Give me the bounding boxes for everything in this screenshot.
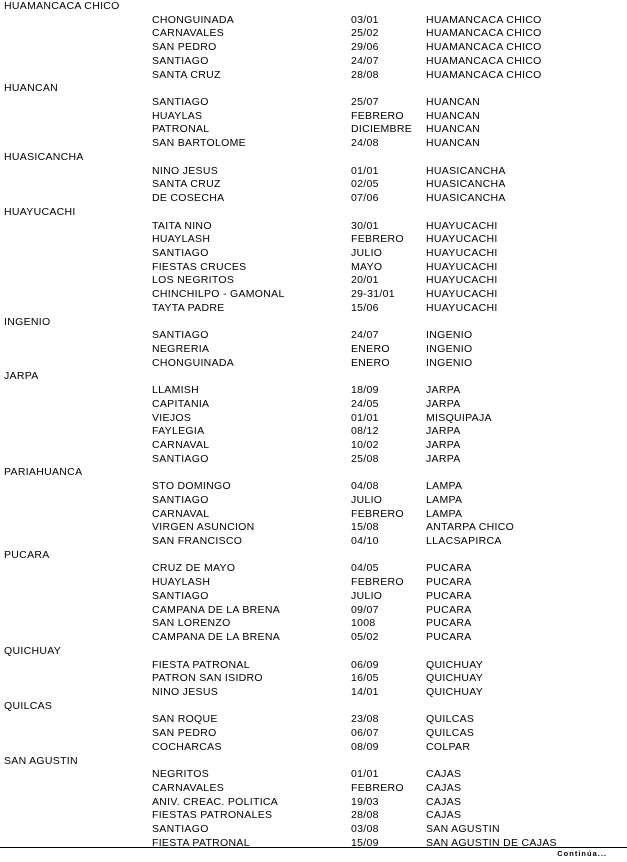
festivity-row bbox=[0, 453, 627, 467]
festivity-place: QUICHUAY bbox=[426, 685, 484, 698]
festivity-row bbox=[0, 521, 627, 535]
festivity-name: PATRONAL bbox=[152, 123, 210, 136]
festivity-place: INGENIO bbox=[426, 342, 473, 355]
festivity-date: 15/08 bbox=[351, 521, 379, 534]
festivity-name: CAPITANIA bbox=[152, 397, 210, 410]
festivity-place: HUAMANCACA CHICO bbox=[426, 41, 542, 54]
festivity-date: 1008 bbox=[351, 617, 376, 630]
festivity-place: HUAYUCACHI bbox=[426, 233, 498, 246]
festivity-row bbox=[0, 261, 627, 275]
district-header bbox=[0, 82, 627, 96]
festivity-name: CHONGUINADA bbox=[152, 13, 235, 26]
festivity-name: FIESTA PATRONAL bbox=[152, 658, 250, 671]
district-header bbox=[0, 700, 627, 714]
festivity-row bbox=[0, 480, 627, 494]
footer-rule bbox=[0, 847, 627, 848]
festivity-date: 25/07 bbox=[351, 96, 379, 109]
festivity-row bbox=[0, 672, 627, 686]
district-name: SAN AGUSTIN bbox=[4, 754, 78, 767]
district-header bbox=[0, 645, 627, 659]
festivity-name: SANTIAGO bbox=[152, 246, 209, 259]
festivity-date: 25/02 bbox=[351, 27, 379, 40]
continue-note: Continúa... bbox=[557, 849, 607, 858]
festivity-date: 10/02 bbox=[351, 439, 379, 451]
festivity-row bbox=[0, 508, 627, 522]
festivity-date: FEBRERO bbox=[351, 576, 404, 589]
festivity-row bbox=[0, 576, 627, 590]
festivity-row bbox=[0, 233, 627, 247]
festivity-row bbox=[0, 247, 627, 261]
festivity-place: PUCARA bbox=[426, 603, 472, 616]
festivity-date: JULIO bbox=[351, 246, 383, 259]
festivity-date: 29-31/01 bbox=[351, 288, 395, 301]
festivity-row bbox=[0, 14, 627, 28]
district-name: HUASICANCHA bbox=[4, 150, 84, 163]
festivity-place: PUCARA bbox=[426, 617, 472, 630]
festivity-name: SAN FRANCISCO bbox=[152, 535, 243, 548]
festivity-row bbox=[0, 631, 627, 645]
festivity-name: CARNAVALES bbox=[152, 27, 225, 40]
festivity-row bbox=[0, 535, 627, 549]
festivity-name: CAMPANA DE LA BRENA bbox=[152, 603, 281, 616]
festivity-row bbox=[0, 823, 627, 837]
festivity-date: MAYO bbox=[351, 260, 383, 273]
festivity-name: CHONGUINADA bbox=[152, 356, 235, 369]
festivity-row bbox=[0, 713, 627, 727]
festivity-date: 14/01 bbox=[351, 685, 379, 698]
festivity-date: 24/05 bbox=[351, 397, 379, 410]
festivity-place: HUAMANCACA CHICO bbox=[426, 54, 542, 67]
festivity-place: PUCARA bbox=[426, 576, 472, 589]
festivity-name: SANTA CRUZ bbox=[152, 68, 221, 81]
festivity-date: 02/05 bbox=[351, 178, 379, 191]
district-header bbox=[0, 316, 627, 330]
district-name: HUANCAN bbox=[4, 82, 59, 95]
festivity-place: PUCARA bbox=[426, 589, 472, 602]
festivity-date: 19/03 bbox=[351, 795, 379, 808]
festivity-place: JARPA bbox=[426, 439, 461, 451]
festivity-date: 28/08 bbox=[351, 68, 379, 81]
festivity-place: JARPA bbox=[426, 452, 461, 465]
festivity-place: SAN AGUSTIN DE CAJAS bbox=[426, 836, 557, 849]
festivity-name: FIESTA PATRONAL bbox=[152, 836, 250, 849]
festivity-date: 04/05 bbox=[351, 562, 379, 575]
festivity-place: INGENIO bbox=[426, 356, 473, 369]
festivity-row bbox=[0, 110, 627, 124]
festivity-name: CARNAVAL bbox=[152, 507, 210, 520]
festivity-row bbox=[0, 590, 627, 604]
festivity-date: 24/08 bbox=[351, 137, 379, 150]
festivity-date: 04/08 bbox=[351, 480, 379, 493]
district-name: PUCARA bbox=[4, 548, 50, 561]
festivity-name: PATRON SAN ISIDRO bbox=[152, 672, 263, 685]
festivity-name: FAYLEGIA bbox=[152, 425, 205, 438]
festivity-date: 15/06 bbox=[351, 301, 379, 314]
festivity-name: TAITA NINO bbox=[152, 219, 212, 232]
festivity-place: SAN AGUSTIN bbox=[426, 823, 500, 836]
festivity-date: 16/05 bbox=[351, 672, 379, 685]
festivity-name: TAYTA PADRE bbox=[152, 301, 225, 314]
festivity-date: 09/07 bbox=[351, 603, 379, 616]
festivity-place: LAMPA bbox=[426, 507, 463, 520]
festivity-date: 03/08 bbox=[351, 823, 379, 836]
festivity-date: 01/01 bbox=[351, 164, 379, 177]
festivity-place: HUANCAN bbox=[426, 96, 481, 109]
festivity-place: CAJAS bbox=[426, 781, 462, 794]
festivity-row bbox=[0, 659, 627, 673]
district-header bbox=[0, 466, 627, 480]
festivity-date: ENERO bbox=[351, 356, 390, 369]
festivity-row bbox=[0, 796, 627, 810]
festivity-name: SAN PEDRO bbox=[152, 41, 217, 54]
festivity-date: 23/08 bbox=[351, 713, 379, 726]
festivity-name: SANTA CRUZ bbox=[152, 178, 221, 191]
festivity-date: 08/12 bbox=[351, 425, 379, 438]
festivity-row bbox=[0, 439, 627, 453]
festivity-date: JULIO bbox=[351, 493, 383, 506]
festivity-name: CHINCHILPO - GAMONAL bbox=[152, 288, 285, 301]
district-name: QUILCAS bbox=[4, 699, 53, 712]
festivity-row bbox=[0, 137, 627, 151]
festivity-name: ANIV. CREAC. POLITICA bbox=[152, 795, 279, 808]
festivity-name: SANTIAGO bbox=[152, 96, 209, 109]
festivity-row bbox=[0, 96, 627, 110]
festivity-place: CAJAS bbox=[426, 768, 462, 781]
festivity-name: NINO JESUS bbox=[152, 685, 219, 698]
festivity-date: JULIO bbox=[351, 589, 383, 602]
festivity-row bbox=[0, 27, 627, 41]
festivity-place: HUAMANCACA CHICO bbox=[426, 68, 542, 81]
festivity-place: INGENIO bbox=[426, 329, 473, 342]
festivity-place: QUILCAS bbox=[426, 727, 475, 740]
festivity-row bbox=[0, 343, 627, 357]
district-name: JARPA bbox=[4, 370, 39, 383]
festivity-name: SANTIAGO bbox=[152, 54, 209, 67]
festivity-place: HUASICANCHA bbox=[426, 192, 506, 205]
district-name: PARIAHUANCA bbox=[4, 466, 83, 479]
festivity-date: 18/09 bbox=[351, 384, 379, 397]
festivity-date: 20/01 bbox=[351, 274, 379, 287]
festivity-row bbox=[0, 288, 627, 302]
festivity-date: 04/10 bbox=[351, 535, 379, 548]
festivity-place: HUAMANCACA CHICO bbox=[426, 13, 542, 26]
festivity-name: HUAYLAS bbox=[152, 109, 203, 122]
district-header bbox=[0, 549, 627, 563]
festivity-row bbox=[0, 329, 627, 343]
festivity-row bbox=[0, 398, 627, 412]
festivity-place: ANTARPA CHICO bbox=[426, 521, 515, 534]
festivity-place: HUASICANCHA bbox=[426, 178, 506, 191]
festivity-name: FIESTAS PATRONALES bbox=[152, 809, 273, 822]
festivity-place: LLACSAPIRCA bbox=[426, 535, 502, 548]
festivity-date: FEBRERO bbox=[351, 781, 404, 794]
district-header bbox=[0, 0, 627, 14]
festivity-row bbox=[0, 494, 627, 508]
festivity-name: HUAYLASH bbox=[152, 576, 211, 589]
festivity-row bbox=[0, 741, 627, 755]
festivity-place: CAJAS bbox=[426, 795, 462, 808]
festivity-place: LAMPA bbox=[426, 480, 463, 493]
festivity-date: 08/09 bbox=[351, 740, 379, 753]
festivity-name: HUAYLASH bbox=[152, 233, 211, 246]
festivity-row bbox=[0, 357, 627, 371]
festivity-date: 07/06 bbox=[351, 192, 379, 205]
festivity-date: 03/01 bbox=[351, 13, 379, 26]
festivity-place: HUAYUCACHI bbox=[426, 246, 498, 259]
festivity-name: SAN BARTOLOME bbox=[152, 137, 246, 150]
festivity-row bbox=[0, 837, 627, 851]
festivity-name: FIESTAS CRUCES bbox=[152, 260, 247, 273]
festivity-place: HUASICANCHA bbox=[426, 164, 506, 177]
festivity-place: HUAYUCACHI bbox=[426, 288, 498, 301]
festivity-place: QUILCAS bbox=[426, 713, 475, 726]
festivity-row bbox=[0, 123, 627, 137]
district-header bbox=[0, 755, 627, 769]
festivity-date: 25/08 bbox=[351, 452, 379, 465]
festivity-name: SANTIAGO bbox=[152, 493, 209, 506]
festivity-row bbox=[0, 302, 627, 316]
festivity-name: SANTIAGO bbox=[152, 452, 209, 465]
festivity-name: NEGRITOS bbox=[152, 768, 210, 781]
festivity-row bbox=[0, 727, 627, 741]
festivity-place: HUAYUCACHI bbox=[426, 260, 498, 273]
festivity-name: SANTIAGO bbox=[152, 823, 209, 836]
festivity-row bbox=[0, 384, 627, 398]
festivity-place: JARPA bbox=[426, 397, 461, 410]
festivity-name: NINO JESUS bbox=[152, 164, 219, 177]
festivity-date: 01/01 bbox=[351, 411, 379, 424]
festivity-row bbox=[0, 69, 627, 83]
district-name: HUAYUCACHI bbox=[4, 205, 76, 218]
festivity-row bbox=[0, 220, 627, 234]
festivity-date: DICIEMBRE bbox=[351, 123, 413, 136]
festivity-name: VIRGEN ASUNCION bbox=[152, 521, 255, 534]
festivity-place: CAJAS bbox=[426, 809, 462, 822]
festivity-place: HUANCAN bbox=[426, 109, 481, 122]
festivity-date: 29/06 bbox=[351, 41, 379, 54]
festivity-date: 30/01 bbox=[351, 219, 379, 232]
festivity-place: HUANCAN bbox=[426, 123, 481, 136]
festivity-date: 24/07 bbox=[351, 329, 379, 342]
festivity-name: CRUZ DE MAYO bbox=[152, 562, 236, 575]
festivity-row bbox=[0, 41, 627, 55]
district-name: QUICHUAY bbox=[4, 644, 62, 657]
festivity-name: SAN ROQUE bbox=[152, 713, 218, 726]
district-header bbox=[0, 206, 627, 220]
festivity-name: COCHARCAS bbox=[152, 740, 222, 753]
festivity-name: CARNAVALES bbox=[152, 781, 225, 794]
festivity-place: MISQUIPAJA bbox=[426, 411, 492, 424]
festivity-date: 06/09 bbox=[351, 658, 379, 671]
festivity-name: STO DOMINGO bbox=[152, 480, 231, 493]
festivity-place: PUCARA bbox=[426, 562, 472, 575]
festivity-name: SANTIAGO bbox=[152, 329, 209, 342]
festivity-row bbox=[0, 178, 627, 192]
festivity-row bbox=[0, 274, 627, 288]
festivity-name: NEGRERIA bbox=[152, 342, 210, 355]
festivity-name: SANTIAGO bbox=[152, 589, 209, 602]
festivity-place: COLPAR bbox=[426, 740, 471, 753]
festivity-date: FEBRERO bbox=[351, 233, 404, 246]
festivity-row bbox=[0, 412, 627, 426]
festivity-name: VIEJOS bbox=[152, 411, 192, 424]
festivity-row bbox=[0, 425, 627, 439]
festivity-row bbox=[0, 782, 627, 796]
festivity-row bbox=[0, 562, 627, 576]
district-name: HUAMANCACA CHICO bbox=[4, 0, 120, 12]
festivity-date: 01/01 bbox=[351, 768, 379, 781]
festivity-date: 28/08 bbox=[351, 809, 379, 822]
festivity-row bbox=[0, 192, 627, 206]
festivity-row bbox=[0, 809, 627, 823]
festivity-date: 24/07 bbox=[351, 54, 379, 67]
district-header bbox=[0, 151, 627, 165]
festivity-place: HUAYUCACHI bbox=[426, 219, 498, 232]
festivity-row bbox=[0, 686, 627, 700]
festivity-place: HUAMANCACA CHICO bbox=[426, 27, 542, 40]
festivity-date: 15/09 bbox=[351, 836, 379, 849]
festivity-place: HUANCAN bbox=[426, 137, 481, 150]
festivity-place: LAMPA bbox=[426, 493, 463, 506]
festivity-place: HUAYUCACHI bbox=[426, 274, 498, 287]
festivity-place: QUICHUAY bbox=[426, 672, 484, 685]
festivity-row bbox=[0, 165, 627, 179]
district-header bbox=[0, 370, 627, 384]
festivity-place: QUICHUAY bbox=[426, 658, 484, 671]
festivity-row bbox=[0, 604, 627, 618]
festivity-date: 05/02 bbox=[351, 631, 379, 644]
festivity-name: LLAMISH bbox=[152, 384, 200, 397]
festivity-name: SAN PEDRO bbox=[152, 727, 217, 740]
festivity-name: LOS NEGRITOS bbox=[152, 274, 235, 287]
festivity-name: SAN LORENZO bbox=[152, 617, 231, 630]
festivity-row bbox=[0, 617, 627, 631]
festivity-place: PUCARA bbox=[426, 631, 472, 644]
festivity-date: ENERO bbox=[351, 342, 390, 355]
festivity-place: JARPA bbox=[426, 425, 461, 438]
festivity-date: 06/07 bbox=[351, 727, 379, 740]
festivity-place: JARPA bbox=[426, 384, 461, 397]
festivity-date: FEBRERO bbox=[351, 109, 404, 122]
festivity-place: HUAYUCACHI bbox=[426, 301, 498, 314]
festivity-name: CARNAVAL bbox=[152, 439, 210, 451]
district-name: INGENIO bbox=[4, 315, 51, 328]
festivity-name: CAMPANA DE LA BRENA bbox=[152, 631, 281, 644]
festivity-row bbox=[0, 55, 627, 69]
festivity-row bbox=[0, 768, 627, 782]
festivity-date: FEBRERO bbox=[351, 507, 404, 520]
festivity-name: DE COSECHA bbox=[152, 192, 225, 205]
